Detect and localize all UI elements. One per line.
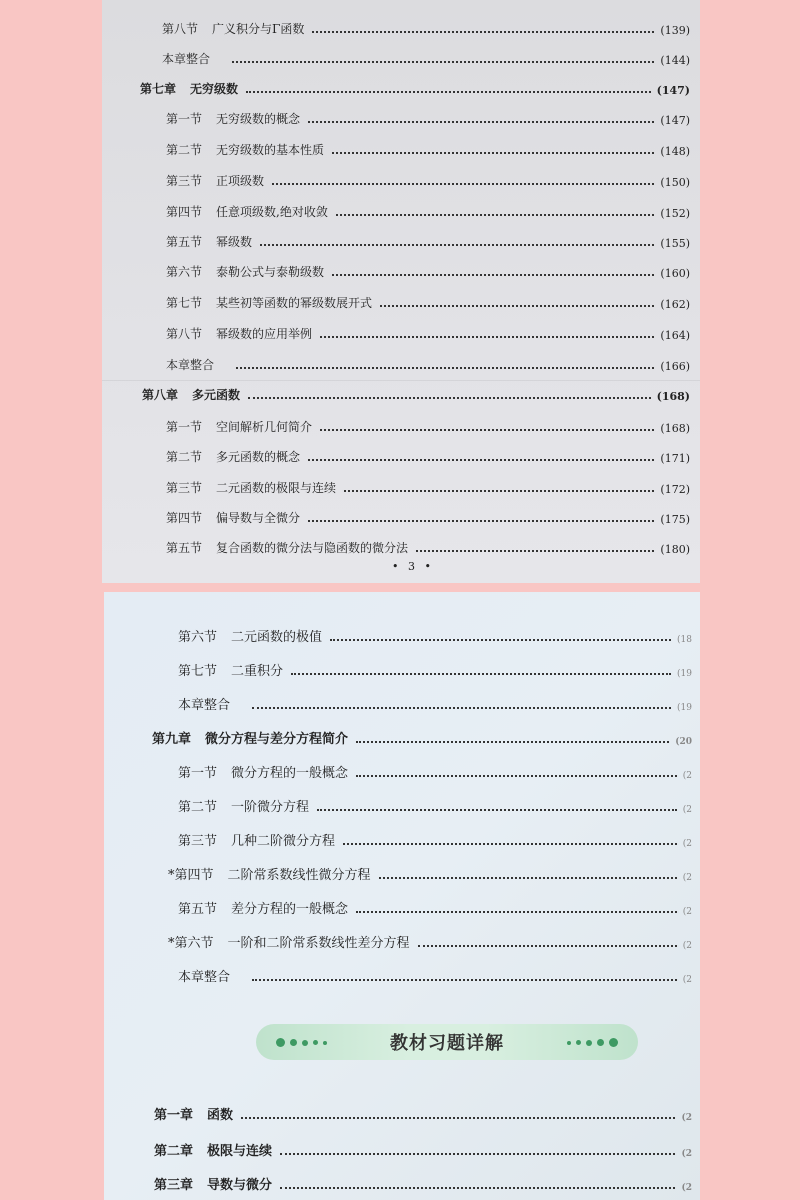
section-title: 正项级数 xyxy=(216,174,265,188)
page-ref: (139) xyxy=(660,24,690,37)
leader-dots xyxy=(336,213,655,216)
section-title: 复合函数的微分法与隐函数的微分法 xyxy=(216,541,409,555)
banner-dots-left xyxy=(276,1038,327,1047)
leader-dots xyxy=(356,910,677,913)
leader-dots xyxy=(308,120,654,123)
section-title: 差分方程的一般概念 xyxy=(231,902,349,917)
leader-dots xyxy=(280,1186,675,1189)
page-ref: (160) xyxy=(660,267,690,280)
toc-row[interactable] xyxy=(166,172,690,189)
toc-row[interactable] xyxy=(166,325,690,342)
toc-row[interactable] xyxy=(168,932,692,951)
leader-dots xyxy=(343,842,677,845)
toc-row[interactable] xyxy=(166,539,690,556)
page-ref: (2 xyxy=(682,805,692,815)
leader-dots xyxy=(356,740,669,743)
section-label: 第六节 xyxy=(178,630,218,645)
toc-chapter-row[interactable] xyxy=(140,80,690,97)
leader-dots xyxy=(317,808,677,811)
leader-dots xyxy=(416,549,654,552)
section-label: 本章整合 xyxy=(178,970,231,985)
section-label: *第六节 xyxy=(168,936,214,951)
page-ref: (20 xyxy=(675,737,692,747)
toc-row[interactable] xyxy=(178,660,692,679)
toc-row[interactable] xyxy=(178,694,692,713)
chapter-title: 多元函数 xyxy=(192,388,241,402)
toc-row[interactable] xyxy=(166,418,690,435)
section-label: 第二节 xyxy=(178,800,218,815)
section-title: 微分方程的一般概念 xyxy=(231,766,349,781)
page-ref: (19 xyxy=(677,669,692,679)
toc-chapter-row[interactable] xyxy=(154,1140,692,1159)
section-title: 无穷级数的概念 xyxy=(216,112,301,126)
section-label: *第四节 xyxy=(168,868,214,883)
page-ref: (147) xyxy=(660,114,690,127)
toc-row[interactable] xyxy=(166,233,690,250)
section-label: 第五节 xyxy=(166,541,203,555)
section-label: 第八节 xyxy=(162,22,199,36)
leader-dots xyxy=(252,706,671,709)
toc-row[interactable] xyxy=(168,864,692,883)
toc-chapter-row[interactable] xyxy=(154,1174,692,1193)
section-title: 任意项级数,绝对收敛 xyxy=(216,205,328,219)
section-title: 二重积分 xyxy=(231,664,284,679)
page-ref: (150) xyxy=(660,176,690,189)
chapter-title: 极限与连续 xyxy=(207,1144,273,1159)
toc-row[interactable] xyxy=(166,263,690,280)
leader-dots xyxy=(291,672,671,675)
leader-dots xyxy=(332,273,654,276)
section-label: 第四节 xyxy=(166,205,203,219)
page-ref: (2 xyxy=(682,771,692,781)
leader-dots xyxy=(380,304,654,307)
leader-dots xyxy=(232,60,654,63)
toc-chapter-row[interactable] xyxy=(152,728,692,747)
section-label: 第七节 xyxy=(166,296,203,310)
leader-dots xyxy=(248,396,651,399)
page-ref: (18 xyxy=(677,635,692,645)
section-label: 第二节 xyxy=(166,450,203,464)
section-label: 第一节 xyxy=(166,420,203,434)
page-ref: (162) xyxy=(660,298,690,311)
chapter-title: 微分方程与差分方程简介 xyxy=(205,732,349,747)
leader-dots xyxy=(280,1152,675,1155)
toc-chapter-row[interactable] xyxy=(154,1104,692,1123)
toc-row[interactable] xyxy=(166,448,690,465)
leader-dots xyxy=(330,638,671,641)
leader-dots xyxy=(418,944,677,947)
divider xyxy=(102,380,700,381)
toc-row[interactable] xyxy=(162,50,690,67)
toc-row[interactable] xyxy=(178,796,692,815)
section-label: 第三节 xyxy=(166,174,203,188)
toc-row[interactable] xyxy=(166,479,690,496)
chapter-label: 第八章 xyxy=(142,388,179,402)
toc-row[interactable] xyxy=(178,898,692,917)
page-ref: (2 xyxy=(682,873,692,883)
page-ref: (147) xyxy=(656,84,690,97)
banner-dots-right xyxy=(567,1038,618,1047)
section-title: 泰勒公式与泰勒级数 xyxy=(216,265,325,279)
leader-dots xyxy=(260,243,654,246)
section-title: 二元函数的极值 xyxy=(231,630,323,645)
page-ref: (168) xyxy=(656,390,690,403)
toc-row[interactable] xyxy=(162,20,690,37)
toc-row[interactable] xyxy=(166,141,690,158)
page-ref: (166) xyxy=(660,360,690,373)
section-title: 幂级数的应用举例 xyxy=(216,327,313,341)
leader-dots xyxy=(320,335,654,338)
page-ref: (2 xyxy=(682,941,692,951)
chapter-title: 导数与微分 xyxy=(207,1178,273,1193)
leader-dots xyxy=(272,182,654,185)
page-ref: (2 xyxy=(681,1149,692,1159)
chapter-label: 第三章 xyxy=(154,1178,194,1193)
section-label: 第一节 xyxy=(166,112,203,126)
section-label: 第八节 xyxy=(166,327,203,341)
chapter-label: 第七章 xyxy=(140,82,177,96)
page-ref: (2 xyxy=(682,907,692,917)
section-title: 广义积分与Γ函数 xyxy=(212,22,305,36)
chapter-label: 第二章 xyxy=(154,1144,194,1159)
toc-row[interactable] xyxy=(178,626,692,645)
leader-dots xyxy=(312,30,654,33)
leader-dots xyxy=(252,978,677,981)
section-label: 本章整合 xyxy=(166,358,215,372)
section-title: 一阶微分方程 xyxy=(231,800,310,815)
leader-dots xyxy=(332,151,654,154)
section-label: 第四节 xyxy=(166,511,203,525)
page-ref: (19 xyxy=(677,703,692,713)
page-ref: (2 xyxy=(681,1183,692,1193)
section-label: 本章整合 xyxy=(162,52,211,66)
toc-row[interactable] xyxy=(166,110,690,127)
leader-dots xyxy=(236,366,654,369)
leader-dots xyxy=(344,489,654,492)
section-label: 第二节 xyxy=(166,143,203,157)
page-ref: (172) xyxy=(660,483,690,496)
leader-dots xyxy=(308,519,654,522)
section-title: 某些初等函数的幂级数展开式 xyxy=(216,296,373,310)
chapter-label: 第一章 xyxy=(154,1108,194,1123)
page-ref: (2 xyxy=(682,975,692,985)
toc-row[interactable] xyxy=(166,509,690,526)
section-label: 第六节 xyxy=(166,265,203,279)
page-ref: (171) xyxy=(660,452,690,465)
section-label: 第三节 xyxy=(178,834,218,849)
toc-row[interactable] xyxy=(166,356,690,373)
page-ref: (2 xyxy=(681,1113,692,1123)
section-title: 二阶常系数线性微分方程 xyxy=(227,868,371,883)
leader-dots xyxy=(246,90,651,93)
page-ref: (152) xyxy=(660,207,690,220)
section-title: 幂级数 xyxy=(216,235,253,249)
toc-row[interactable] xyxy=(166,203,690,220)
leader-dots xyxy=(241,1116,675,1119)
banner-title: 教材习题详解 xyxy=(390,1033,504,1054)
page-ref: (144) xyxy=(660,54,690,67)
page-ref: (155) xyxy=(660,237,690,250)
page-ref: (180) xyxy=(660,543,690,556)
leader-dots xyxy=(356,774,677,777)
page-ref: (2 xyxy=(682,839,692,849)
section-title: 几种二阶微分方程 xyxy=(231,834,336,849)
page-number: • 3 • xyxy=(392,560,434,573)
toc-row[interactable] xyxy=(178,762,692,781)
leader-dots xyxy=(379,876,677,879)
chapter-title: 无穷级数 xyxy=(190,82,239,96)
section-label: 第五节 xyxy=(178,902,218,917)
section-title: 二元函数的极限与连续 xyxy=(216,481,337,495)
page-ref: (164) xyxy=(660,329,690,342)
leader-dots xyxy=(308,458,654,461)
toc-row[interactable] xyxy=(166,294,690,311)
section-title: 一阶和二阶常系数线性差分方程 xyxy=(227,936,410,951)
page-ref: (148) xyxy=(660,145,690,158)
section-title: 多元函数的概念 xyxy=(216,450,301,464)
toc-row[interactable] xyxy=(178,830,692,849)
section-title: 空间解析几何简介 xyxy=(216,420,313,434)
toc-page-2 xyxy=(104,592,700,1200)
section-label: 第一节 xyxy=(178,766,218,781)
page-ref: (168) xyxy=(660,422,690,435)
section-label: 第七节 xyxy=(178,664,218,679)
leader-dots xyxy=(320,428,654,431)
section-label: 本章整合 xyxy=(178,698,231,713)
chapter-title: 函数 xyxy=(207,1108,234,1123)
section-banner xyxy=(256,1024,638,1060)
section-label: 第五节 xyxy=(166,235,203,249)
section-label: 第三节 xyxy=(166,481,203,495)
page-ref: (175) xyxy=(660,513,690,526)
toc-row[interactable] xyxy=(178,966,692,985)
chapter-label: 第九章 xyxy=(152,732,192,747)
toc-page-1 xyxy=(102,0,700,583)
toc-chapter-row[interactable] xyxy=(142,386,690,403)
section-title: 无穷级数的基本性质 xyxy=(216,143,325,157)
section-title: 偏导数与全微分 xyxy=(216,511,301,525)
